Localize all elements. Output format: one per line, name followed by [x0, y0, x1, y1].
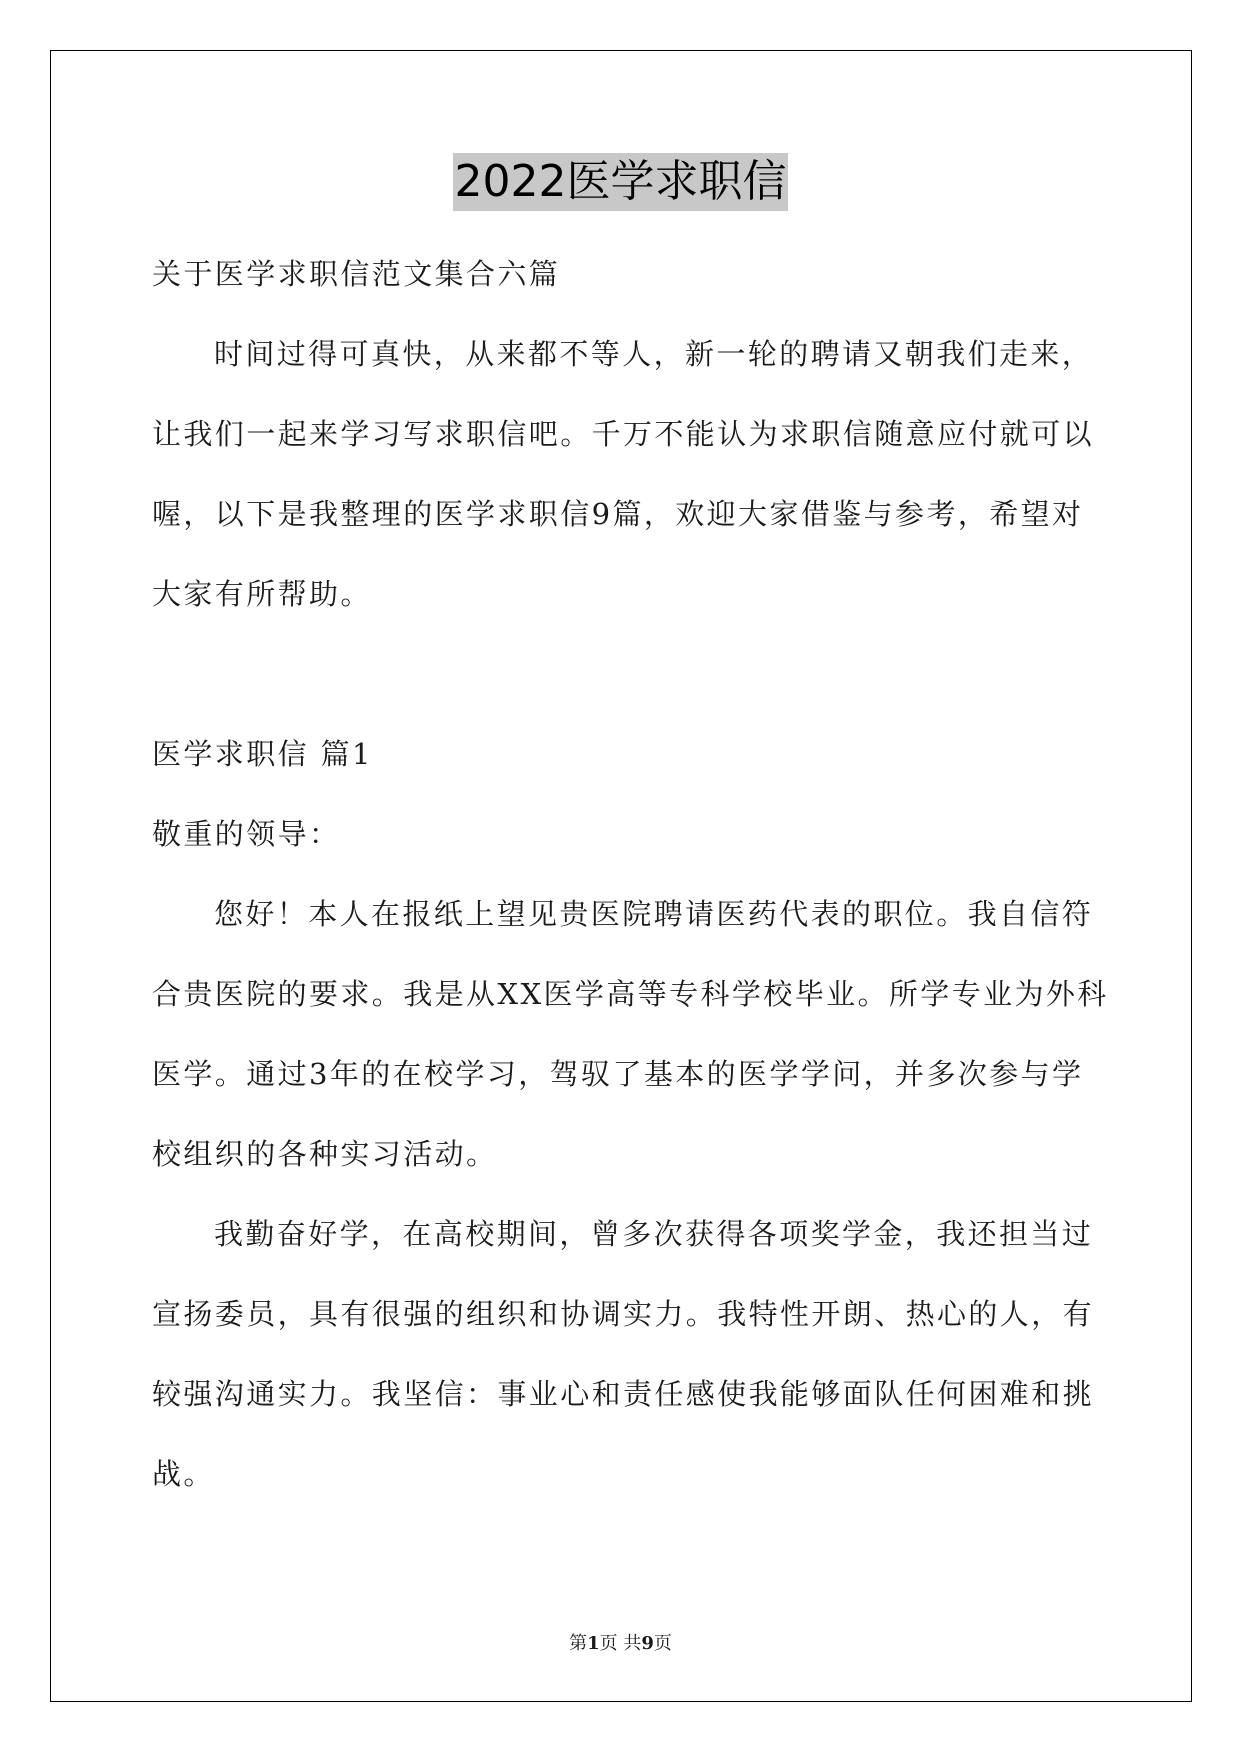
title-container: [0, 153, 1241, 211]
section-heading: 医学求职信 篇1: [152, 737, 373, 771]
page-mid: 页 共: [599, 1633, 642, 1654]
page-footer: [0, 1629, 1241, 1655]
blank-line: [152, 634, 1092, 714]
paragraph-line: 您好！本人在报纸上望见贵医院聘请医药代表的职位。我自信符: [214, 897, 1094, 931]
page-total: 9: [641, 1633, 654, 1654]
document-body: [152, 234, 1109, 1514]
paragraph-line: 我勤奋好学，在高校期间，曾多次获得各项奖学金，我还担当过: [214, 1217, 1094, 1251]
paragraph-line: 医学。通过3年的在校学习，驾驭了基本的医学学问，并多次参与学: [152, 1057, 1084, 1091]
intro-line: 时间过得可真快，从来都不等人，新一轮的聘请又朝我们走来，: [214, 337, 1094, 371]
intro-line: 喔，以下是我整理的医学求职信9篇，欢迎大家借鉴与参考，希望对: [152, 497, 1084, 531]
intro-line: 让我们一起来学习写求职信吧。千万不能认为求职信随意应付就可以: [152, 417, 1095, 451]
paragraph-line: 宣扬委员，具有很强的组织和协调实力。我特性开朗、热心的人，有: [152, 1297, 1095, 1331]
paragraph-line: 战。: [152, 1457, 215, 1491]
page-suffix: 页: [653, 1633, 672, 1654]
salutation: 敬重的领导：: [152, 817, 341, 851]
page-current: 1: [587, 1633, 600, 1654]
paragraph-line: 较强沟通实力。我坚信：事业心和责任感使我能够面队任何困难和挑: [152, 1377, 1095, 1411]
paragraph-line: 校组织的各种实习活动。: [152, 1137, 498, 1171]
subtitle: 关于医学求职信范文集合六篇: [152, 257, 561, 291]
paragraph-line: 合贵医院的要求。我是从XX医学高等专科学校毕业。所学专业为外科: [152, 977, 1109, 1011]
page-prefix: 第: [569, 1633, 588, 1654]
intro-line: 大家有所帮助。: [152, 577, 372, 611]
document-title: 2022医学求职信: [453, 153, 789, 211]
